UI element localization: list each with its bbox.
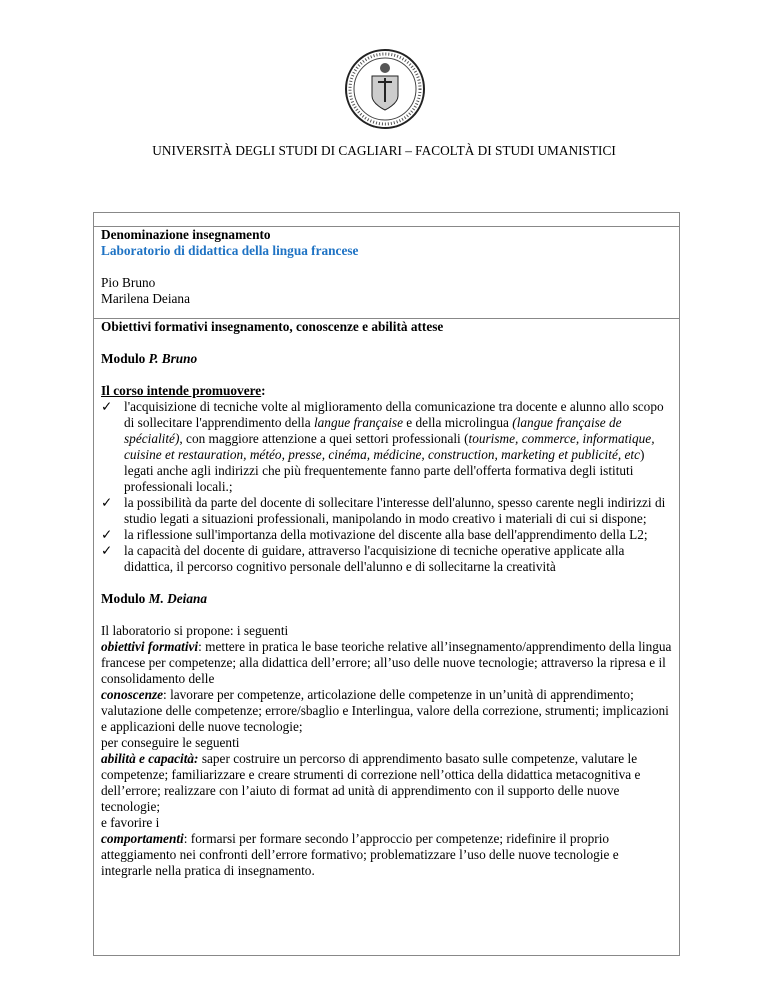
document-title: UNIVERSITÀ DEGLI STUDI DI CAGLIARI – FACOLTÀ DI STUDI UMANISTICI: [152, 143, 616, 158]
university-seal-logo: [344, 48, 426, 130]
list-item: ✓ la riflessione sull'importanza della motivazione del discente alla base dell'apprendimento della L2;: [101, 527, 648, 542]
checkmark-icon: ✓: [101, 527, 113, 542]
checkmark-icon: ✓: [101, 543, 113, 558]
teacher-name: Pio Bruno: [101, 275, 156, 290]
checkmark-icon: ✓: [101, 399, 113, 414]
course-name: Laboratorio di didattica della lingua francese: [101, 243, 359, 258]
course-name-row: [94, 227, 679, 319]
objectives-heading: Obiettivi formativi insegnamento, conoscenze e abilità attese: [101, 319, 444, 334]
teacher-name: Marilena Deiana: [101, 291, 190, 306]
list-item: ✓ l'acquisizione di tecniche volte al miglioramento della comunicazione tra docente e alunno allo scopo di sollecitare l'apprendimento della langue française e della microlingua (langue française de spécialité), con maggiore attenzione a quei settori professionali (tourisme, commerce, informatique, cuisine et restauration, météo, presse, cinéma, médicine, construction, marketing et publicité, etc) legati anche agli indirizzi che più frequentemente fanno parte dell'offerta formativa degli istituti professionali locali.;: [101, 399, 664, 494]
objectives-row: [94, 319, 679, 955]
module-intro: Il corso intende promuovere:: [101, 383, 266, 398]
course-table: [93, 212, 680, 956]
course-label: Denominazione insegnamento: [101, 227, 271, 242]
table-header-row: [94, 213, 679, 227]
module-heading: Modulo P. Bruno: [101, 351, 198, 366]
list-item: ✓ la capacità del docente di guidare, attraverso l'acquisizione di tecniche operative applicate alla didattica, il percorso cognitivo personale dell'alunno e di sollecitarne la creatività: [101, 543, 625, 574]
list-item: ✓ la possibilità da parte del docente di sollecitare l'interesse dell'alunno, spesso carente negli indirizzi di studio legati a situazioni professionali, manipolando in modo creativo i materiali di cui si dispone;: [101, 495, 666, 526]
objectives-list: [101, 399, 672, 575]
module-heading: Modulo M. Deiana: [101, 591, 208, 606]
checkmark-icon: ✓: [101, 495, 113, 510]
module-body: Il laboratorio si propone: i seguenti obiettivi formativi: mettere in pratica le base teoriche relative all’insegnamento/apprendimento della lingua francese per competenze; alla didattica dell’errore; all’uso delle nuove tecnologie; attraverso la ripresa e il consolidamento delle conoscenze: lavorare per competenze, articolazione delle competenze in un’unità di apprendimento; valutazione delle competenze; errore/sbaglio e Interlingua, valore della correzione, strumenti; implicazioni e applicazioni delle nuove tecnologie; per conseguire le seguenti abilità e capacità: saper costruire un percorso di apprendimento basato sulle competenze, valutare le competenze; familiarizzare e creare strumenti di correzione nell’ottica della didattica metacognitiva e dell’errore; realizzare con l’aiuto di format ad unità di apprendimento con il supporto delle nuove tecnologie; e favorire i comportamenti: formarsi per formare secondo l’approccio per competenze; ridefinire il proprio atteggiamento nei confronti dell’errore formativo; problematizzare l’uso delle nuove tecnologie e integrarle nella pratica di insegnamento.: [101, 623, 672, 878]
